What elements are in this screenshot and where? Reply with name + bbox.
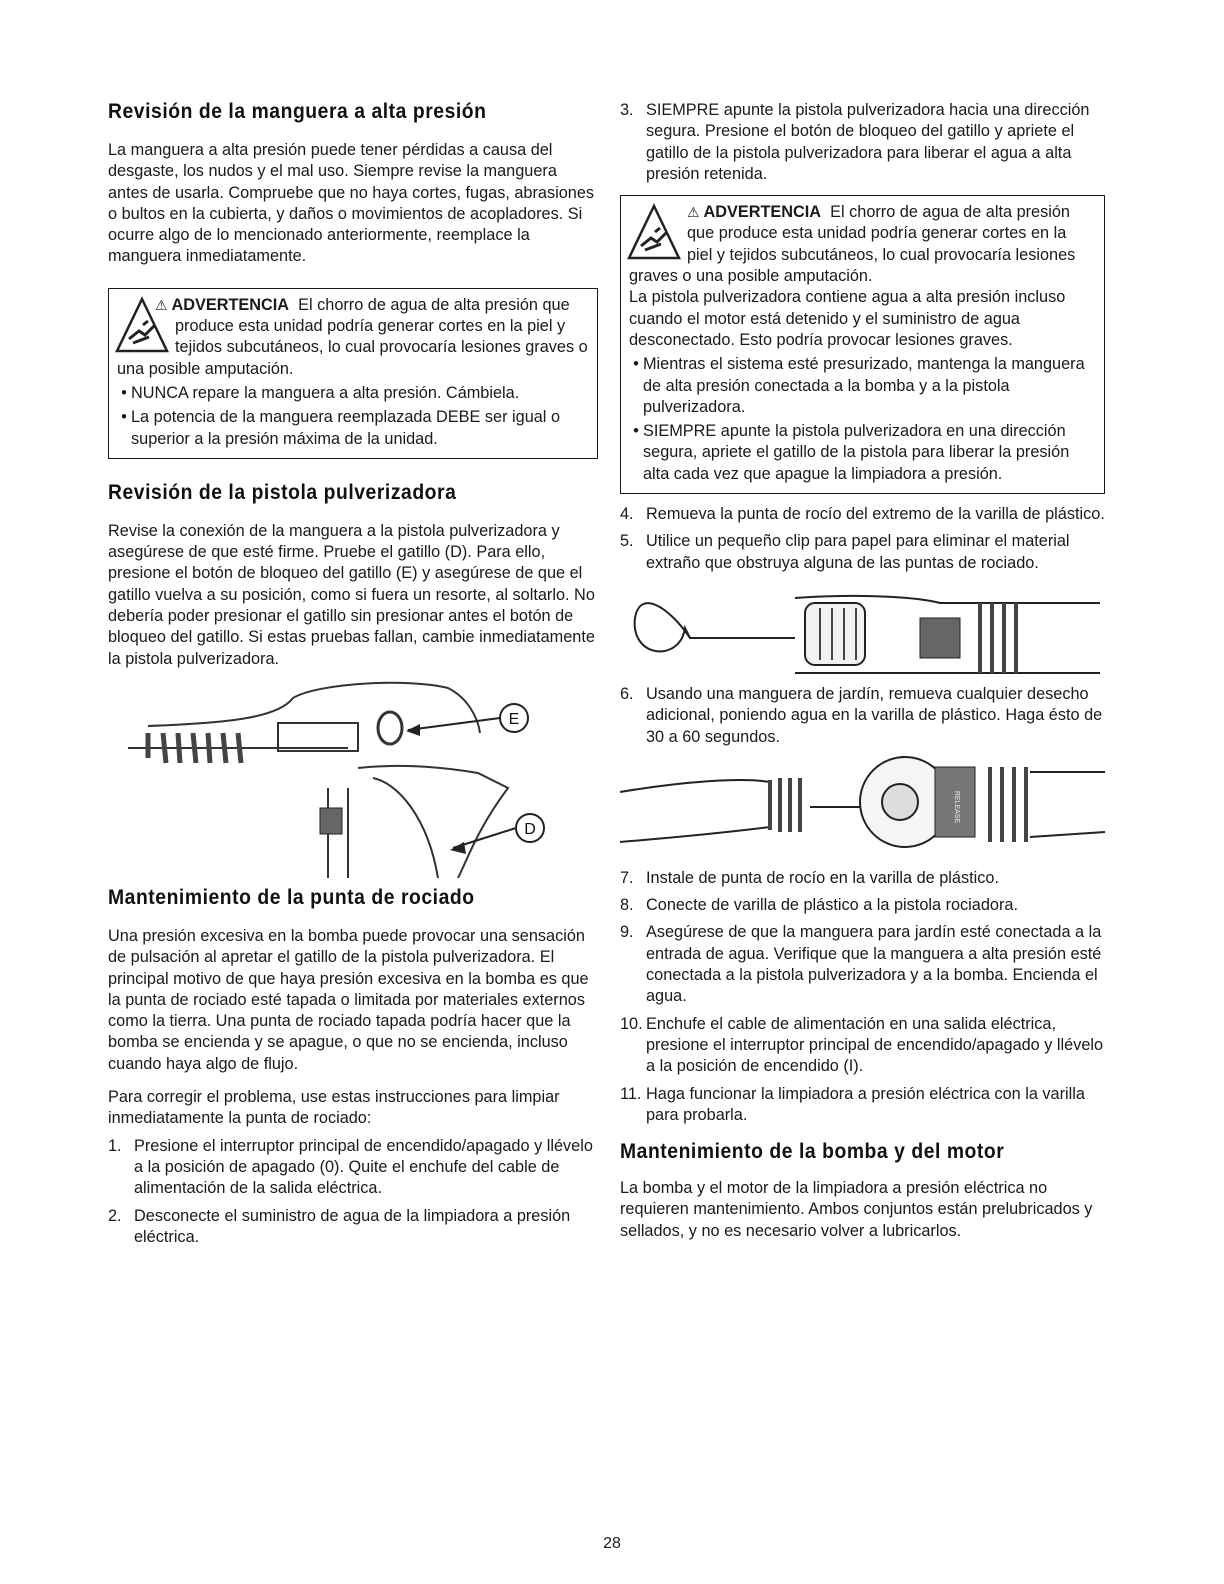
- hose-warning-box: [108, 288, 598, 459]
- hose-warning-bullet: • La potencia de la manguera reemplazada DEBE ser igual o superior a la presión máxima de la unidad.: [121, 408, 561, 448]
- nozzle-step: 1. Presione el interruptor principal de encendido/apagado y llévelo a la posición de apagado (0). Quite el enchufe del cable de alimentación de la salida eléctrica.: [108, 1136, 593, 1198]
- alert-triangle-icon: ⚠: [687, 204, 704, 221]
- pump-section-title: Mantenimiento de la bomba y del motor: [620, 1140, 1005, 1164]
- hose-warning-bullet: • NUNCA repare la manguera a alta presión. Cámbiela.: [121, 383, 520, 402]
- callout-d-label: D: [524, 820, 536, 838]
- pump-section-body: La bomba y el motor de la limpiadora a presión eléctrica no requieren mantenimiento. Ambos conjuntos están prelubricados y sellados, y no es necesario volver a lubricarlos.: [620, 1179, 1093, 1240]
- gun-warning-bullet: • Mientras el sistema esté presurizado, mantenga la manguera de alta presión conectada a la bomba y a la pistola pulverizadora.: [633, 355, 1085, 416]
- left-column: [108, 100, 598, 1248]
- step-10: 10. Enchufe el cable de alimentación en una salida eléctrica, presione el interruptor principal de encendido/apagado y llévelo a la posición de encendido (I).: [620, 1014, 1104, 1076]
- paperclip-nozzle-figure: [620, 578, 1105, 678]
- gun-warning-text: El chorro de agua de alta presión que produce esta unidad podría generar cortes en la piel y tejidos subcutáneos, lo cual provocaría lesiones graves o una posible amputación.: [629, 203, 1076, 286]
- step-11: 11. Haga funcionar la limpiadora a presión eléctrica con la varilla para probarla.: [620, 1084, 1085, 1124]
- gun-section-title: Revisión de la pistola pulverizadora: [108, 480, 457, 504]
- alert-triangle-icon: ⚠: [155, 296, 172, 313]
- gun-warning-box: [620, 195, 1105, 494]
- right-column: [620, 100, 1105, 1242]
- step-9: 9. Asegúrese de que la manguera para jardín esté conectada a la entrada de agua. Verifique que la manguera a alta presión esté conectada a la pistola pulverizadora y a la bomba. Encienda el agua.: [620, 923, 1102, 1006]
- gun-section-body: Revise la conexión de la manguera a la pistola pulverizadora y asegúrese de que esté firme. Pruebe el gatillo (D). Para ello, presione el botón de bloqueo del gatillo (E) y asegúrese de que el gatillo vuelva a su posición, como si fuera un resorte, al soltarlo. No debería poder presionar el gatillo sin presionar antes el botón de bloqueo del gatillo. Si estas pruebas fallan, cambie inmediatamente la pistola pulverizadora.: [108, 521, 595, 668]
- step-5: 5. Utilice un pequeño clip para papel para eliminar el material extraño que obstruya alguna de las puntas de rociado.: [620, 532, 1070, 572]
- step-8: 8. Conecte de varilla de plástico a la pistola rociadora.: [620, 896, 1018, 915]
- gun-warning-text2: La pistola pulverizadora contiene agua a alta presión incluso cuando el motor está detenido y el suministro de agua desconectado. Esto podría provocar lesiones graves.: [629, 288, 1066, 349]
- gun-warning-label: ADVERTENCIA: [703, 203, 822, 222]
- garden-hose-figure: [620, 752, 1105, 862]
- step-7: 7. Instale de punta de rocío en la varilla de plástico.: [620, 868, 999, 887]
- nozzle-section-body2: Para corregir el problema, use estas instrucciones para limpiar inmediatamente la punta de rociado:: [108, 1088, 560, 1128]
- hand-hazard-icon: [627, 202, 681, 264]
- hose-section-body: La manguera a alta presión puede tener pérdidas a causa del desgaste, los nudos y el mal uso. Siempre revise la manguera antes de usarla. Compruebe que no haya cortes, fugas, abrasiones o bultos en la cubierta, y daños o movimientos de acopladores. Si ocurre algo de lo mencionado anteriormente, reemplace la manguera inmediatamente.: [108, 141, 595, 266]
- release-label: RELEASE: [953, 790, 960, 823]
- gun-warning-para: [629, 202, 1096, 287]
- step-6: 6. Usando una manguera de jardín, remueva cualquier desecho adicional, poniendo agua en la varilla de plástico. Haga ésto de 30 a 60 segundos.: [620, 684, 1103, 746]
- gun-warning-bullet: • SIEMPRE apunte la pistola pulverizadora en una dirección segura, apriete el gatillo de la pistola para liberar la presión alta cada vez que apague la limpiadora a presión.: [633, 422, 1070, 483]
- hose-warning-text: El chorro de agua de alta presión que produce esta unidad podría generar cortes en la piel y tejidos subcutáneos, lo cual provocaría lesiones graves o una posible amputación.: [117, 295, 588, 378]
- page-number: 28: [603, 1535, 621, 1552]
- callout-e-label: E: [508, 710, 520, 728]
- spray-gun-figure: [108, 678, 598, 878]
- hose-warning-label: ADVERTENCIA: [171, 295, 290, 314]
- step-3: 3. SIEMPRE apunte la pistola pulverizadora hacia una dirección segura. Presione el botón de bloqueo del gatillo y apriete el gatillo de la pistola pulverizadora para liberar el agua a alta presión retenida.: [620, 101, 1090, 183]
- nozzle-section-title: Mantenimiento de la punta de rociado: [108, 885, 475, 909]
- nozzle-section-body1: Una presión excesiva en la bomba puede provocar una sensación de pulsación al apretar el gatillo de la pistola pulverizadora. El principal motivo de que haya presión excesiva en la bomba es que la punta de rociado esté tapada o limitada por materiales externos como la tierra. Una punta de rociado tapada podría hacer que la bomba se encienda y se apague, o que no se encienda, incluso cuando haya algo de flujo.: [108, 926, 589, 1073]
- hose-warning-para: [117, 295, 589, 380]
- step-4: 4. Remueva la punta de rocío del extremo de la varilla de plástico.: [620, 505, 1105, 524]
- hose-section-title: Revisión de la manguera a alta presión: [108, 100, 487, 123]
- nozzle-step: 2. Desconecte el suministro de agua de la limpiadora a presión eléctrica.: [108, 1206, 571, 1246]
